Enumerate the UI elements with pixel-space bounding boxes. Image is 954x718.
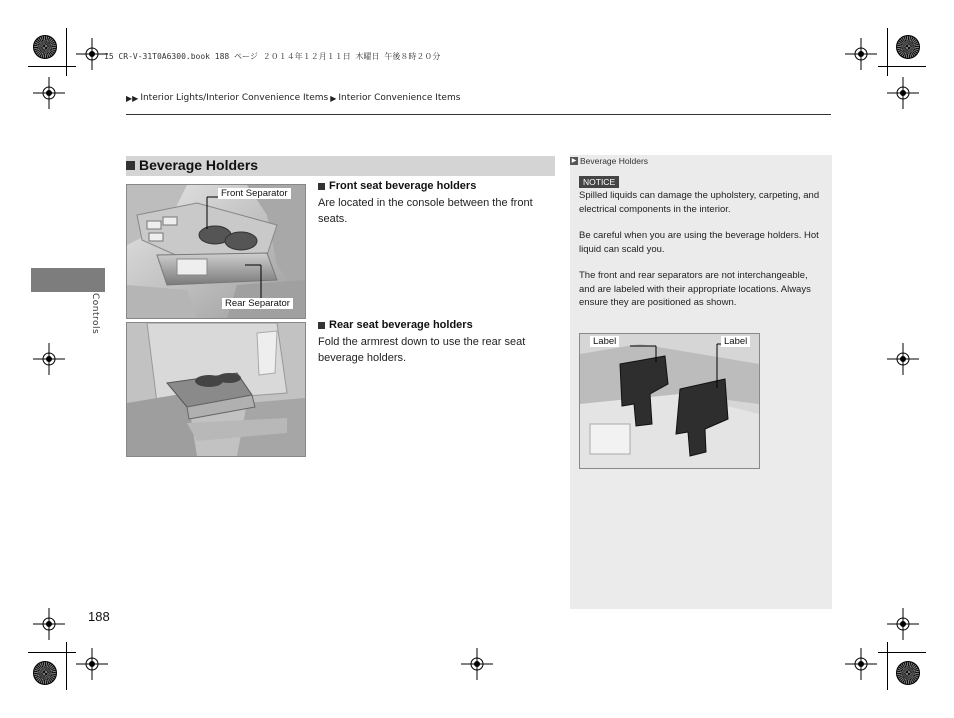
breadcrumb-arrow-icon: ▶▶: [126, 93, 139, 103]
printer-rosette-icon: [896, 35, 920, 59]
notice-badge: NOTICE: [579, 176, 619, 188]
separators-drawing: [580, 334, 759, 468]
crop-line: [878, 66, 926, 67]
book-info-line: 15 CR-V-31T0A6300.book 188 ページ ２０１４年１２月１１日 木曜日 午後８時２０分: [104, 52, 441, 61]
section-title: [126, 157, 258, 173]
reference-arrow-icon: ▶: [571, 158, 577, 164]
side-note-paragraph-3: The front and rear separators are not interchangeable, and are labeled with their appropriate locations. Always ensure they are positioned as shown.: [579, 270, 811, 308]
rear-separator-callout: Rear Separator: [222, 298, 293, 309]
heading-square-icon: [318, 183, 325, 190]
heading-square-icon: [318, 322, 325, 329]
side-note-paragraph-1: Spilled liquids can damage the upholstery, carpeting, and electrical components in the interior.: [579, 190, 820, 215]
separator-label-callout-left: Label: [590, 336, 619, 347]
rear-holders-heading-text: Rear seat beverage holders: [329, 319, 473, 331]
chapter-tab: [31, 268, 105, 292]
side-note-paragraph-2: Be careful when you are using the beverage holders. Hot liquid can scald you.: [579, 230, 819, 255]
crop-line: [887, 642, 888, 690]
separator-label-callout-right: Label: [721, 336, 750, 347]
breadcrumb-item[interactable]: Interior Lights/Interior Convenience Items: [140, 93, 329, 103]
side-note-reference-text: Beverage Holders: [580, 156, 649, 166]
side-note-reference: [570, 156, 648, 166]
page-number: 188: [88, 609, 110, 624]
front-holders-heading: [318, 180, 476, 192]
crop-line: [887, 28, 888, 76]
rear-armrest-illustration: [126, 322, 306, 457]
breadcrumb-arrow-icon: ▶: [330, 93, 337, 103]
front-holders-text: Are located in the console between the front seats.: [318, 197, 533, 225]
printer-rosette-icon: [33, 661, 57, 685]
breadcrumb: [126, 93, 460, 103]
front-holders-heading-text: Front seat beverage holders: [329, 180, 477, 192]
chapter-tab-label: Controls: [90, 293, 100, 335]
printer-rosette-icon: [33, 35, 57, 59]
rear-holders-text: Fold the armrest down to use the rear seat beverage holders.: [318, 336, 526, 364]
crop-line: [28, 652, 76, 653]
crop-line: [66, 642, 67, 690]
section-square-icon: [126, 161, 135, 170]
breadcrumb-item[interactable]: Interior Convenience Items: [338, 93, 461, 103]
rear-armrest-drawing: [127, 323, 305, 456]
rear-holders-heading: [318, 319, 473, 331]
crop-line: [28, 66, 76, 67]
crop-line: [878, 652, 926, 653]
section-title-text: Beverage Holders: [139, 157, 259, 173]
printer-rosette-icon: [896, 661, 920, 685]
crop-line: [66, 28, 67, 76]
header-rule: [126, 114, 831, 115]
separators-illustration: [579, 333, 760, 469]
front-separator-callout: Front Separator: [218, 188, 291, 199]
